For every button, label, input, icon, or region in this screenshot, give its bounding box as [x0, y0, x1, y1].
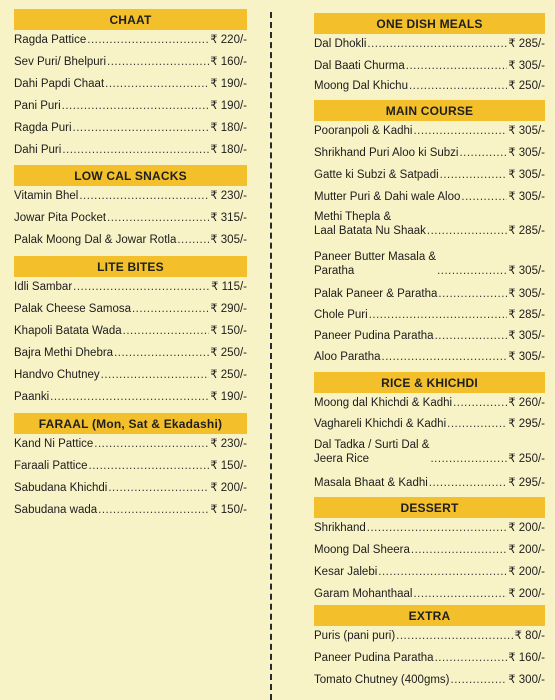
section-header: LITE BITES [14, 256, 247, 277]
menu-item [14, 459, 247, 473]
menu-item-name: Paneer Pudina Paratha [314, 652, 434, 664]
menu-item-price: ₹ 305/- [210, 234, 247, 246]
menu-item [314, 587, 545, 601]
menu-item [314, 124, 545, 138]
dot-leader [79, 189, 209, 203]
menu-item [314, 476, 545, 490]
menu-item [14, 99, 247, 113]
menu-item-price: ₹ 115/- [211, 281, 247, 293]
dot-leader [87, 33, 209, 47]
menu-item [14, 233, 247, 247]
menu-item-price: ₹ 305/- [508, 60, 545, 72]
menu-item [14, 324, 247, 338]
menu-item [314, 350, 545, 364]
menu-item-name: Vitamin Bhel [14, 190, 79, 202]
dot-leader [435, 329, 508, 343]
menu-item-price: ₹ 80/- [514, 630, 545, 642]
menu-item-name: Tomato Chutney (400gms) [314, 674, 450, 686]
dot-leader [413, 587, 507, 601]
section-header: DESSERT [314, 497, 545, 518]
dot-leader [435, 651, 508, 665]
menu-item [14, 503, 247, 517]
dot-leader [461, 190, 507, 204]
dot-leader [411, 543, 507, 557]
menu-item [314, 673, 545, 687]
dot-leader [413, 124, 507, 138]
menu-item [314, 396, 545, 410]
menu-item [314, 329, 545, 343]
dot-leader [114, 346, 209, 360]
menu-item-name: Idli Sambar [14, 281, 73, 293]
menu-item [14, 302, 247, 316]
menu-item-price: ₹ 295/- [508, 477, 545, 489]
menu-item-name: Kand Ni Pattice [14, 438, 94, 450]
menu-item-name: Dahi Puri [14, 144, 62, 156]
menu-item-name-line2: Paratha [314, 265, 355, 277]
menu-item-price: ₹ 200/- [508, 544, 545, 556]
menu-item [314, 168, 545, 182]
dot-leader [447, 417, 507, 431]
menu-item-price: ₹ 160/- [210, 56, 247, 68]
menu-item-price: ₹ 305/- [508, 288, 545, 300]
menu-item-name: Aloo Paratha [314, 351, 381, 363]
menu-item-price: ₹ 285/- [508, 309, 545, 321]
menu-item-name: Dal Dhokli [314, 38, 367, 50]
menu-item-price: ₹ 200/- [210, 482, 247, 494]
menu-item-name: Jowar Pita Pocket [14, 212, 107, 224]
menu-item [14, 33, 247, 47]
dot-leader [108, 481, 209, 495]
dot-leader [438, 287, 507, 301]
dot-leader [177, 233, 209, 247]
dot-leader [367, 521, 507, 535]
menu-item-price: ₹ 250/- [508, 453, 545, 465]
menu-item-name: Ragda Pattice [14, 34, 87, 46]
section-header: CHAAT [14, 9, 247, 30]
menu-item-price: ₹ 200/- [508, 588, 545, 600]
menu-item-name-line2: Jeera Rice [314, 453, 369, 465]
dot-leader [62, 143, 209, 157]
menu-item [14, 481, 247, 495]
dot-leader [409, 79, 507, 93]
menu-item [14, 211, 247, 225]
dot-leader [430, 452, 507, 466]
menu-item-name: Palak Moong Dal & Jowar Rotla [14, 234, 177, 246]
dot-leader [105, 77, 209, 91]
menu-item [14, 121, 247, 135]
menu-item-name: Sabudana Khichdi [14, 482, 108, 494]
menu-item-price: ₹ 315/- [210, 212, 247, 224]
menu-item-name: Vaghareli Khichdi & Kadhi [314, 418, 447, 430]
menu-item [14, 55, 247, 69]
dot-leader [73, 280, 210, 294]
menu-item-name-line1: Dal Tadka / Surti Dal & [314, 439, 430, 451]
menu-item-name: Kesar Jalebi [314, 566, 378, 578]
menu-item [314, 146, 545, 160]
menu-item [314, 59, 545, 73]
menu-item-name [314, 438, 429, 466]
dot-leader [382, 350, 508, 364]
dot-leader [440, 168, 508, 182]
menu-item [314, 190, 545, 204]
menu-item-name: Shrikhand [314, 522, 366, 534]
dot-leader [62, 99, 210, 113]
menu-item-name: Khapoli Batata Wada [14, 325, 122, 337]
menu-item [314, 37, 545, 51]
menu-item-name-line1: Methi Thepla & [314, 211, 392, 223]
menu-item-name: Masala Bhaat & Kadhi [314, 477, 428, 489]
dot-leader [369, 308, 508, 322]
menu-item-name: Chole Puri [314, 309, 368, 321]
menu-item-name-line2: Laal Batata Nu Shaak [314, 225, 426, 237]
menu-item-price: ₹ 190/- [210, 100, 247, 112]
menu-item-name [314, 210, 426, 238]
dot-leader [453, 396, 507, 410]
dot-leader [50, 390, 209, 404]
menu-item-name: Handvo Chutney [14, 369, 100, 381]
menu-item-price: ₹ 180/- [210, 144, 247, 156]
menu-item-name: Palak Paneer & Paratha [314, 288, 438, 300]
menu-item-name: Sabudana wada [14, 504, 98, 516]
menu-item-name: Pooranpoli & Kadhi [314, 125, 413, 137]
menu-item-price: ₹ 200/- [508, 566, 545, 578]
menu-item-price: ₹ 200/- [508, 522, 545, 534]
menu-item [314, 308, 545, 322]
menu-item-price: ₹ 285/- [508, 225, 545, 237]
menu-item-name: Gatte ki Subzi & Satpadi [314, 169, 439, 181]
menu-item-price: ₹ 150/- [210, 460, 247, 472]
menu-item [14, 390, 247, 404]
menu-item [314, 651, 545, 665]
menu-item [14, 189, 247, 203]
section-header: ONE DISH MEALS [314, 13, 545, 34]
menu-item-price: ₹ 305/- [508, 191, 545, 203]
section-header: FARAAL (Mon, Sat & Ekadashi) [14, 413, 247, 434]
menu-item [14, 143, 247, 157]
menu-item [14, 346, 247, 360]
dot-leader [89, 459, 210, 473]
menu-item-price: ₹ 190/- [210, 391, 247, 403]
menu-item-name: Palak Cheese Samosa [14, 303, 131, 315]
dot-leader [378, 565, 507, 579]
menu-item [314, 250, 545, 278]
dot-leader [101, 368, 210, 382]
menu-item-price: ₹ 305/- [508, 169, 545, 181]
dot-leader [427, 224, 507, 238]
menu-item-name: Dal Baati Churma [314, 60, 405, 72]
dot-leader [107, 55, 209, 69]
menu-item-name: Bajra Methi Dhebra [14, 347, 114, 359]
menu-item-name: Puris (pani puri) [314, 630, 396, 642]
column-divider [270, 12, 272, 700]
menu-item-price: ₹ 180/- [210, 122, 247, 134]
dot-leader [132, 302, 209, 316]
menu-item [314, 417, 545, 431]
menu-item-price: ₹ 260/- [508, 397, 545, 409]
menu-item-name-line1: Paneer Butter Masala & [314, 251, 437, 263]
menu-item-price: ₹ 305/- [508, 125, 545, 137]
dot-leader [98, 503, 209, 517]
menu-item-name: Moong Dal Sheera [314, 544, 410, 556]
menu-item [14, 368, 247, 382]
menu-item-price: ₹ 150/- [210, 325, 247, 337]
menu-item [14, 280, 247, 294]
menu-item-name: Faraali Pattice [14, 460, 88, 472]
menu-item-price: ₹ 285/- [508, 38, 545, 50]
menu-item [314, 438, 545, 466]
menu-item-name: Dahi Papdi Chaat [14, 78, 105, 90]
menu-item [314, 565, 545, 579]
menu-item-price: ₹ 305/- [508, 265, 545, 277]
menu-item-price: ₹ 230/- [210, 438, 247, 450]
menu-item [314, 287, 545, 301]
menu-item-price: ₹ 160/- [508, 652, 545, 664]
menu-item-price: ₹ 250/- [210, 347, 247, 359]
menu-item-price: ₹ 305/- [508, 330, 545, 342]
menu-item-price: ₹ 220/- [210, 34, 247, 46]
menu-item-name: Paneer Pudina Paratha [314, 330, 434, 342]
menu-item-price: ₹ 190/- [210, 78, 247, 90]
menu-item-name: Moong Dal Khichu [314, 80, 408, 92]
menu-item [314, 543, 545, 557]
menu-item [314, 629, 545, 643]
dot-leader [451, 673, 508, 687]
dot-leader [367, 37, 507, 51]
menu-item [314, 210, 545, 238]
dot-leader [107, 211, 209, 225]
section-header: MAIN COURSE [314, 100, 545, 121]
menu-item-price: ₹ 300/- [508, 674, 545, 686]
menu-item [314, 521, 545, 535]
menu-item-name: Paanki [14, 391, 50, 403]
section-header: EXTRA [314, 605, 545, 626]
dot-leader [94, 437, 209, 451]
menu-item-name: Garam Mohanthaal [314, 588, 413, 600]
dot-leader [123, 324, 210, 338]
dot-leader [437, 264, 507, 278]
dot-leader [73, 121, 210, 135]
menu-item-name: Pani Puri [14, 100, 61, 112]
menu-item-name: Mutter Puri & Dahi wale Aloo [314, 191, 461, 203]
menu-item [14, 437, 247, 451]
dot-leader [396, 629, 514, 643]
dot-leader [459, 146, 507, 160]
dot-leader [429, 476, 507, 490]
menu-item-price: ₹ 290/- [210, 303, 247, 315]
menu-item-price: ₹ 250/- [508, 80, 545, 92]
menu-item-name: Sev Puri/ Bhelpuri [14, 56, 107, 68]
section-header: RICE & KHICHDI [314, 372, 545, 393]
menu-item-name: Moong dal Khichdi & Kadhi [314, 397, 453, 409]
dot-leader [406, 59, 508, 73]
menu-item-name: Ragda Puri [14, 122, 72, 134]
menu-item-price: ₹ 305/- [508, 147, 545, 159]
menu-item-price: ₹ 295/- [508, 418, 545, 430]
menu-item-price: ₹ 150/- [210, 504, 247, 516]
section-header: LOW CAL SNACKS [14, 165, 247, 186]
menu-item-name [314, 250, 436, 278]
menu-item [314, 79, 545, 93]
menu-item-price: ₹ 305/- [508, 351, 545, 363]
menu-item-price: ₹ 230/- [210, 190, 247, 202]
menu-item [14, 77, 247, 91]
menu-item-name: Shrikhand Puri Aloo ki Subzi [314, 147, 459, 159]
menu-item-price: ₹ 250/- [210, 369, 247, 381]
